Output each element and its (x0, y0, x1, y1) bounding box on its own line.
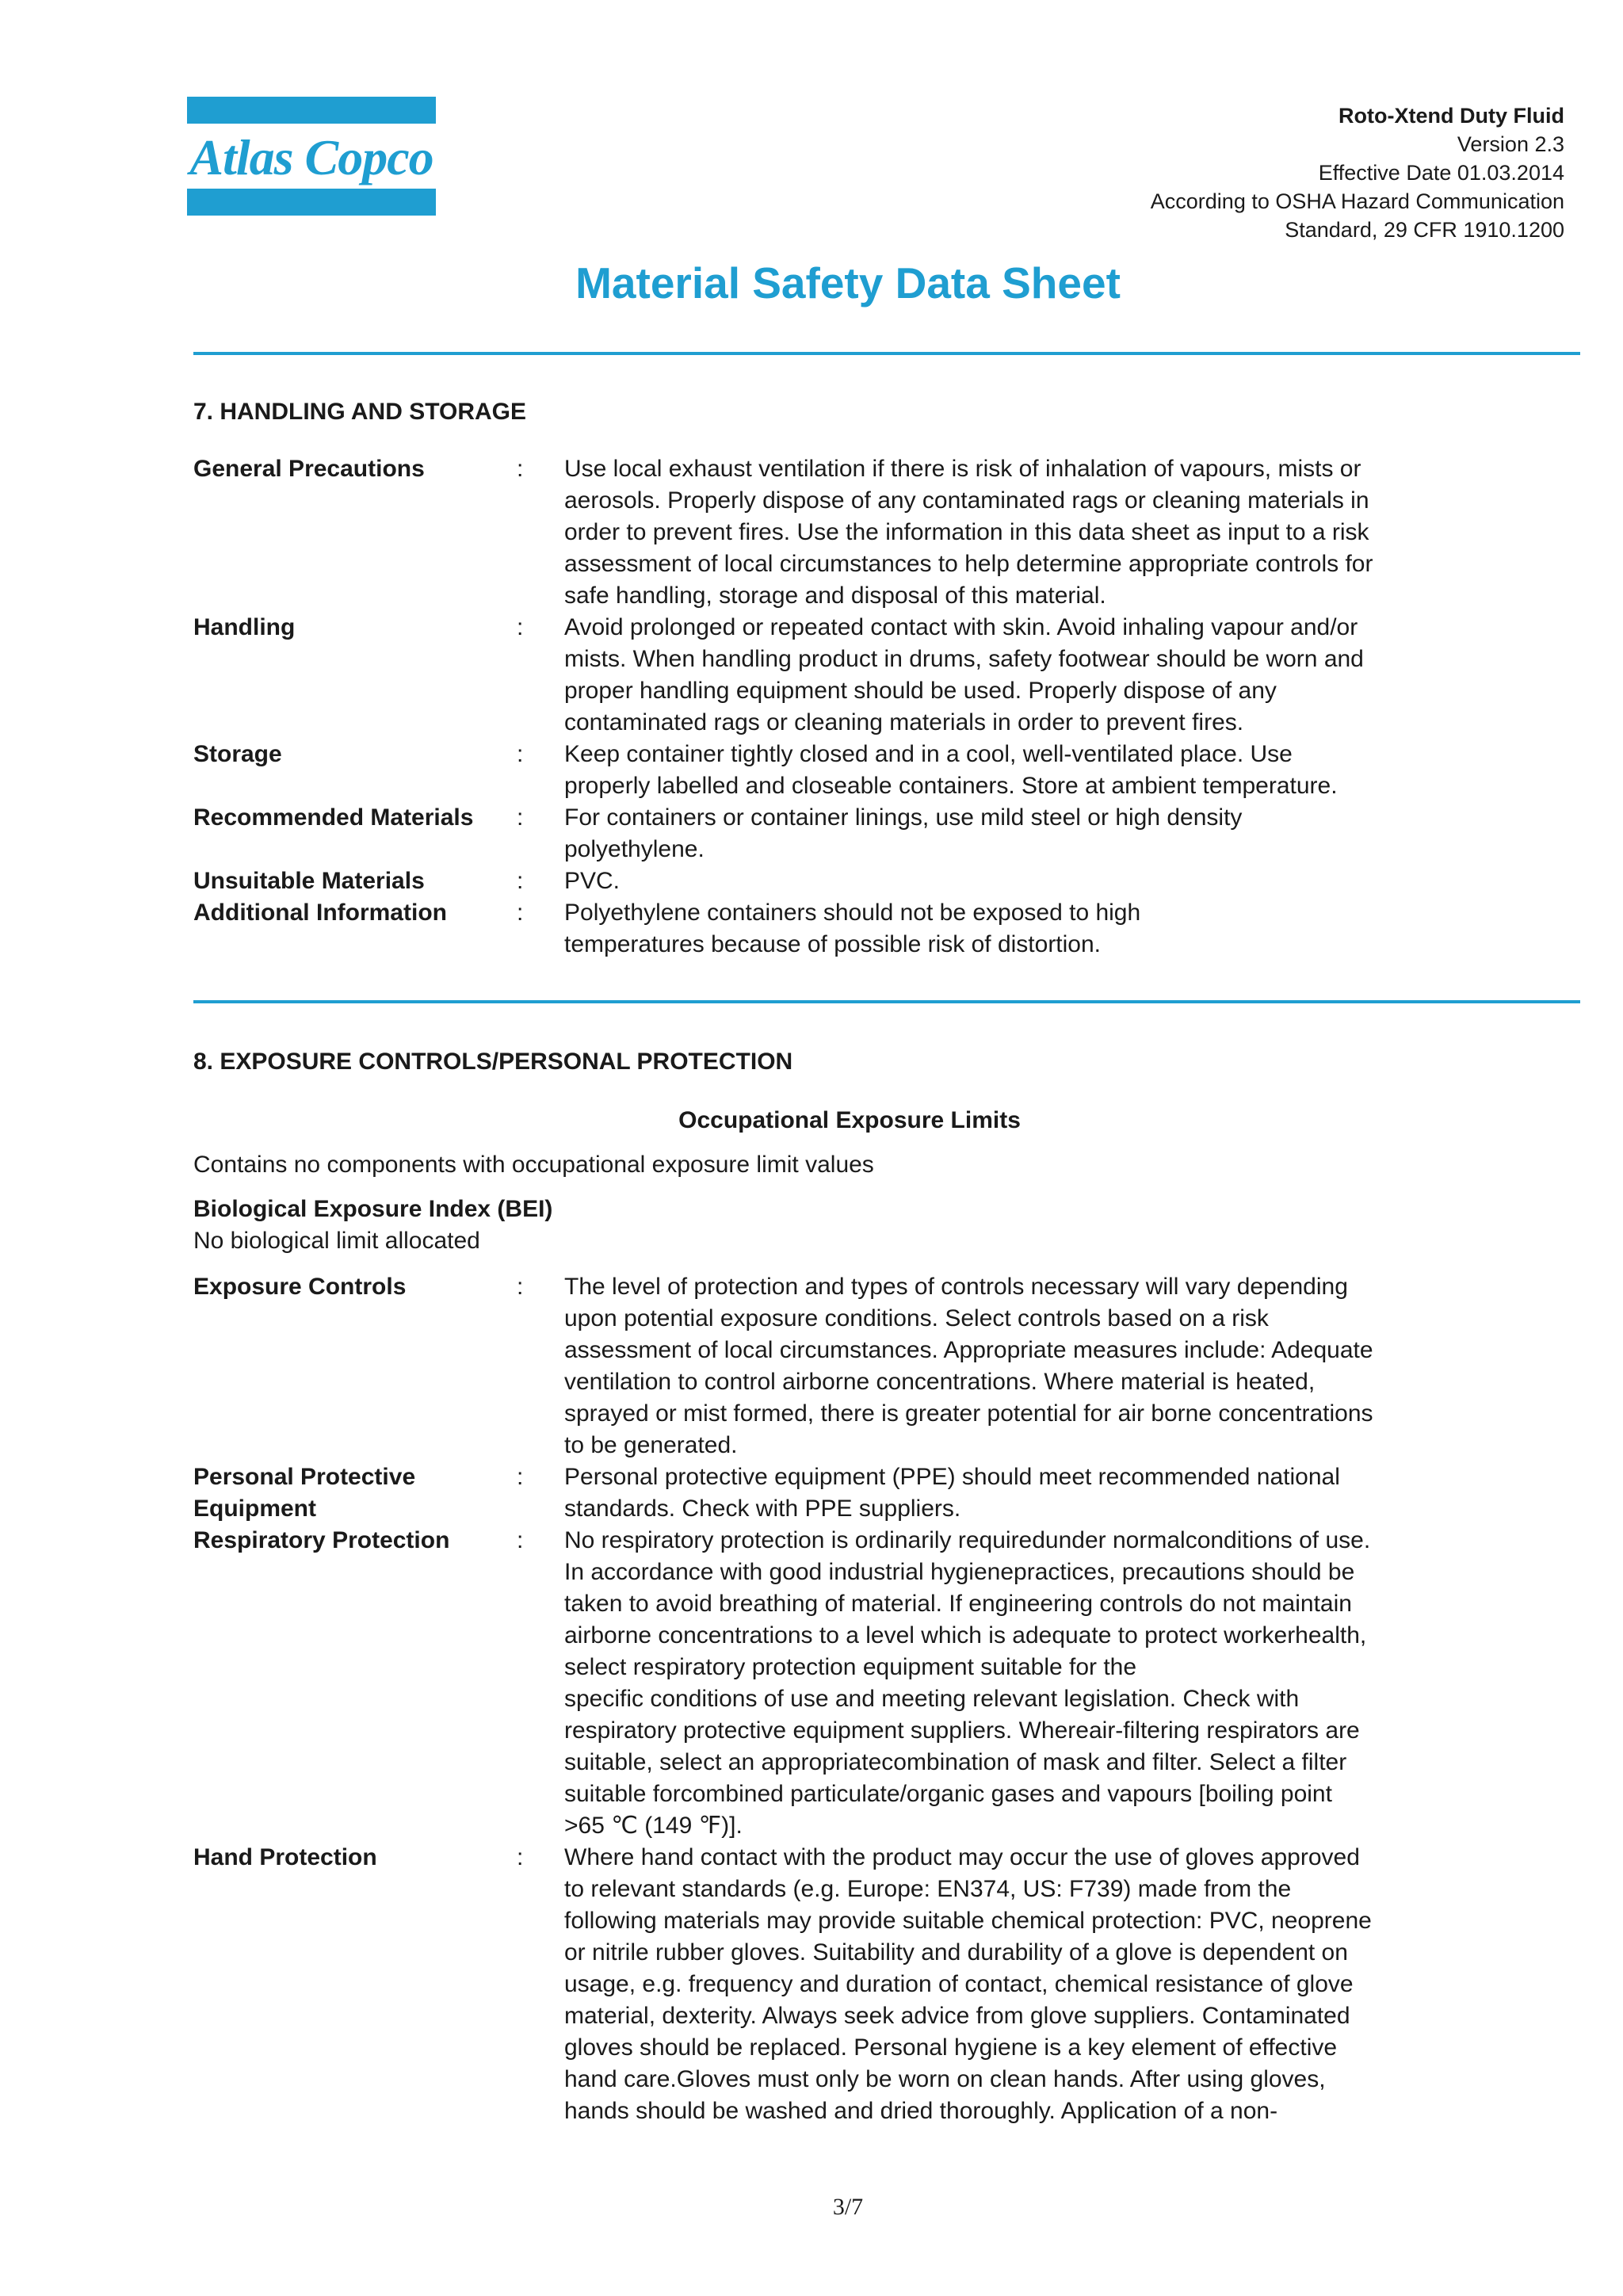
field-colon: : (517, 1274, 524, 1300)
value-line: The level of protection and types of controls necessary will vary depending (564, 1274, 1348, 1300)
field-label: Storage (193, 741, 282, 767)
value-line: taken to avoid breathing of material. If engineering controls do not maintain (564, 1591, 1352, 1617)
field-row (193, 453, 1588, 612)
field-row (193, 1271, 1588, 1461)
logo-bar-bottom (187, 189, 436, 216)
field-colon: : (517, 741, 524, 767)
value-line: select respiratory protection equipment suitable for the (564, 1654, 1137, 1680)
value-line: Use local exhaust ventilation if there is risk of inhalation of vapours, mists or (564, 456, 1361, 482)
field-colon: : (517, 900, 524, 926)
value-line: safe handling, storage and disposal of this material. (564, 583, 1106, 609)
bei-text: No biological limit allocated (193, 1228, 480, 1254)
field-row (193, 612, 1588, 739)
field-value (564, 453, 1623, 612)
value-line: assessment of local circumstances to help determine appropriate controls for (564, 551, 1373, 577)
value-line: to be generated. (564, 1432, 738, 1458)
field-value (564, 612, 1623, 739)
field-row (193, 897, 1588, 961)
value-line: following materials may provide suitable chemical protection: PVC, neoprene (564, 1908, 1372, 1934)
field-value (564, 802, 1623, 865)
field-label: Personal Protective Equipment (193, 1464, 416, 1522)
document-header-info (1151, 101, 1564, 244)
field-value (564, 865, 1623, 897)
field-row (193, 802, 1588, 865)
field-row (193, 739, 1588, 802)
value-line: suitable forcombined particulate/organic gases and vapours [boiling point (564, 1781, 1332, 1807)
document-title: Material Safety Data Sheet (575, 258, 1121, 308)
value-line: For containers or container linings, use mild steel or high density (564, 804, 1243, 831)
value-line: airborne concentrations to a level which is adequate to protect workerhealth, (564, 1622, 1367, 1648)
bei-heading: Biological Exposure Index (BEI) (193, 1196, 553, 1222)
value-line: ventilation to control airborne concentrations. Where material is heated, (564, 1369, 1316, 1395)
field-value (564, 1842, 1623, 2127)
section-7-body (193, 453, 1588, 961)
field-colon: : (517, 1464, 524, 1490)
field-colon: : (517, 1844, 524, 1870)
divider-middle (193, 1000, 1580, 1003)
standard-line-1: According to OSHA Hazard Communication (1150, 189, 1564, 213)
section-8-intro (193, 1105, 1588, 1257)
value-line: upon potential exposure conditions. Select controls based on a risk (564, 1305, 1269, 1331)
field-colon: : (517, 868, 524, 894)
value-line: In accordance with good industrial hygienepractices, precautions should be (564, 1559, 1355, 1585)
value-line: Where hand contact with the product may occur the use of gloves approved (564, 1844, 1360, 1870)
value-line: gloves should be replaced. Personal hygiene is a key element of effective (564, 2034, 1338, 2061)
field-label: Unsuitable Materials (193, 868, 425, 894)
value-line: properly labelled and closeable containers. Store at ambient temperature. (564, 773, 1338, 799)
value-line: to relevant standards (e.g. Europe: EN374, US: F739) made from the (564, 1876, 1292, 1902)
value-line: contaminated rags or cleaning materials in order to prevent fires. (564, 709, 1244, 735)
value-line: aerosols. Properly dispose of any contaminated rags or cleaning materials in (564, 487, 1369, 514)
value-line: or nitrile rubber gloves. Suitability and durability of a glove is dependent on (564, 1939, 1348, 1966)
section-8-title: 8. EXPOSURE CONTROLS/PERSONAL PROTECTION (193, 1049, 793, 1075)
value-line: proper handling equipment should be used. Properly dispose of any (564, 678, 1277, 704)
section-8-body (193, 1271, 1588, 2127)
field-label: Respiratory Protection (193, 1527, 450, 1553)
value-line: standards. Check with PPE suppliers. (564, 1496, 961, 1522)
value-line: suitable, select an appropriatecombination of mask and filter. Select a filter (564, 1749, 1347, 1775)
field-row (193, 1842, 1588, 2127)
field-value (564, 897, 1623, 961)
value-line: hand care.Gloves must only be worn on clean hands. After using gloves, (564, 2066, 1326, 2092)
field-label: Recommended Materials (193, 804, 474, 831)
field-row (193, 1461, 1588, 1525)
value-line: sprayed or mist formed, there is greater potential for air borne concentrations (564, 1400, 1373, 1427)
value-line: Keep container tightly closed and in a cool, well-ventilated place. Use (564, 741, 1293, 767)
field-label: Hand Protection (193, 1844, 377, 1870)
field-label: General Precautions (193, 456, 425, 482)
standard-line-2: Standard, 29 CFR 1910.1200 (1285, 218, 1564, 242)
value-line: specific conditions of use and meeting relevant legislation. Check with (564, 1686, 1300, 1712)
field-colon: : (517, 456, 524, 482)
field-label: Handling (193, 614, 296, 640)
value-line: Polyethylene containers should not be exposed to high (564, 900, 1141, 926)
field-label: Exposure Controls (193, 1274, 407, 1300)
value-line: Avoid prolonged or repeated contact with skin. Avoid inhaling vapour and/or (564, 614, 1358, 640)
page-number: 3/7 (832, 2194, 864, 2220)
value-line: mists. When handling product in drums, safety footwear should be worn and (564, 646, 1364, 672)
field-colon: : (517, 614, 524, 640)
value-line: >65 ℃ (149 ℉)]. (564, 1813, 743, 1839)
value-line: respiratory protective equipment suppliers. Whereair-filtering respirators are (564, 1717, 1360, 1744)
logo-wordmark: Atlas Copco (189, 129, 433, 185)
value-line: temperatures because of possible risk of distortion. (564, 931, 1102, 957)
field-row (193, 865, 1588, 897)
version: Version 2.3 (1457, 132, 1564, 156)
value-line: polyethylene. (564, 836, 705, 862)
value-line: Personal protective equipment (PPE) should meet recommended national (564, 1464, 1340, 1490)
atlas-copco-logo (187, 97, 436, 216)
oel-text: Contains no components with occupational exposure limit values (193, 1152, 874, 1178)
value-line: assessment of local circumstances. Appropriate measures include: Adequate (564, 1337, 1373, 1363)
field-colon: : (517, 1527, 524, 1553)
value-line: material, dexterity. Always seek advice from glove suppliers. Contaminated (564, 2003, 1350, 2029)
logo-bar-top (187, 97, 436, 124)
field-row (193, 1525, 1588, 1842)
field-colon: : (517, 804, 524, 831)
field-value (564, 1525, 1623, 1842)
divider-top (193, 352, 1580, 355)
value-line: PVC. (564, 868, 621, 894)
value-line: hands should be washed and dried thoroughly. Application of a non- (564, 2098, 1278, 2124)
field-value (564, 1271, 1623, 1461)
field-label: Additional Information (193, 900, 447, 926)
section-7-title: 7. HANDLING AND STORAGE (193, 399, 527, 425)
product-name: Roto-Xtend Duty Fluid (1338, 104, 1564, 128)
field-value (564, 739, 1623, 802)
value-line: order to prevent fires. Use the information in this data sheet as input to a risk (564, 519, 1369, 545)
effective-date: Effective Date 01.03.2014 (1318, 161, 1564, 185)
value-line: usage, e.g. frequency and duration of contact, chemical resistance of glove (564, 1971, 1354, 1997)
oel-heading: Occupational Exposure Limits (678, 1107, 1021, 1133)
field-value (564, 1461, 1623, 1525)
value-line: No respiratory protection is ordinarily requiredunder normalconditions of use. (564, 1527, 1371, 1553)
